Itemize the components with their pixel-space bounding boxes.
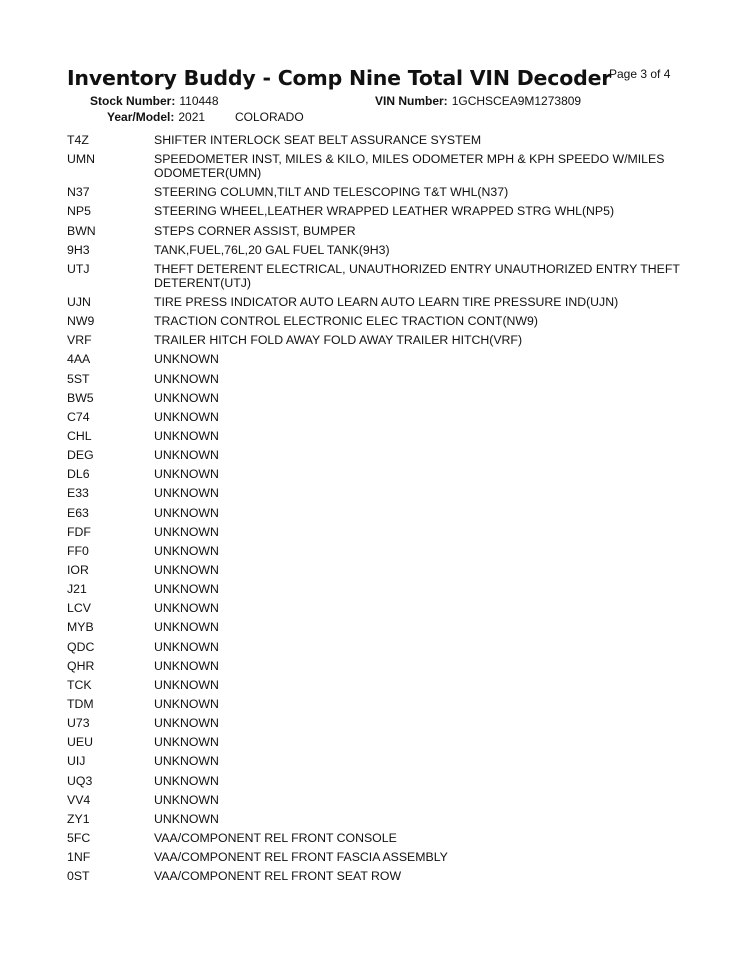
option-row: [67, 793, 687, 807]
option-row: [67, 486, 687, 500]
option-code: VRF: [67, 333, 92, 348]
option-code: J21: [67, 582, 87, 597]
option-description: UNKNOWN: [154, 428, 219, 443]
option-row: [67, 467, 687, 481]
option-code: U73: [67, 716, 90, 731]
option-description: VAA/COMPONENT REL FRONT CONSOLE: [154, 830, 397, 845]
option-description: UNKNOWN: [154, 371, 219, 386]
option-row: [67, 735, 687, 749]
vin-number-label: VIN Number:: [375, 94, 448, 108]
option-description: VAA/COMPONENT REL FRONT FASCIA ASSEMBLY: [154, 850, 448, 865]
option-code: UIJ: [67, 754, 86, 769]
option-code: DL6: [67, 467, 90, 482]
option-description: UNKNOWN: [154, 486, 219, 501]
option-description: UNKNOWN: [154, 448, 219, 463]
option-description: UNKNOWN: [154, 505, 219, 520]
option-description: UNKNOWN: [154, 524, 219, 539]
option-code: T4Z: [67, 133, 89, 147]
vin-number-field: [375, 94, 581, 108]
option-row: [67, 152, 687, 180]
option-row: [67, 185, 687, 199]
option-code: LCV: [67, 601, 91, 616]
option-row: [67, 620, 687, 634]
option-code: ZY1: [67, 811, 90, 826]
option-row: [67, 582, 687, 596]
year-model-label: Year/Model:: [107, 110, 175, 124]
option-code: E33: [67, 486, 89, 501]
option-row: [67, 448, 687, 462]
option-code: 0ST: [67, 869, 90, 884]
option-code: NP5: [67, 204, 91, 219]
option-row: [67, 544, 687, 558]
option-row: [67, 754, 687, 768]
option-code: QHR: [67, 658, 95, 673]
option-code: DEG: [67, 448, 94, 463]
option-description: UNKNOWN: [154, 658, 219, 673]
option-code: 4AA: [67, 352, 91, 367]
option-code: TCK: [67, 677, 92, 692]
option-code-list: [67, 133, 687, 888]
option-row: [67, 506, 687, 520]
option-row: [67, 659, 687, 673]
option-row: [67, 850, 687, 864]
option-description: SHIFTER INTERLOCK SEAT BELT ASSURANCE SYSTEM: [154, 133, 482, 147]
option-row: [67, 243, 687, 257]
option-row: [67, 716, 687, 730]
option-description: UNKNOWN: [154, 352, 219, 367]
option-code: VV4: [67, 792, 91, 807]
option-code: CHL: [67, 428, 92, 443]
option-code: UQ3: [67, 773, 93, 788]
option-description: UNKNOWN: [154, 562, 219, 577]
option-description: UNKNOWN: [154, 677, 219, 692]
option-code: IOR: [67, 562, 89, 577]
option-row: [67, 525, 687, 539]
year-model-field: [107, 110, 205, 124]
option-code: N37: [67, 185, 90, 200]
option-row: [67, 831, 687, 845]
option-row: [67, 640, 687, 654]
option-row: [67, 601, 687, 615]
option-row: [67, 812, 687, 826]
option-code: FDF: [67, 524, 91, 539]
option-description: VAA/COMPONENT REL FRONT SEAT ROW: [154, 869, 402, 884]
option-description: UNKNOWN: [154, 754, 219, 769]
option-code: UJN: [67, 294, 91, 309]
option-description: TRACTION CONTROL ELECTRONIC ELEC TRACTION CONT(NW9): [154, 314, 538, 329]
option-description: UNKNOWN: [154, 620, 219, 635]
option-description: TANK,FUEL,76L,20 GAL FUEL TANK(9H3): [154, 242, 390, 257]
option-description: UNKNOWN: [154, 716, 219, 731]
option-code: FF0: [67, 543, 89, 558]
option-row: [67, 429, 687, 443]
option-description: UNKNOWN: [154, 639, 219, 654]
option-description: UNKNOWN: [154, 735, 219, 750]
option-description: UNKNOWN: [154, 792, 219, 807]
option-description: UNKNOWN: [154, 811, 219, 826]
option-description: UNKNOWN: [154, 390, 219, 405]
option-code: C74: [67, 409, 90, 424]
option-row: [67, 262, 687, 290]
option-code: NW9: [67, 314, 95, 329]
option-code: 5FC: [67, 830, 91, 845]
option-row: [67, 410, 687, 424]
option-row: [67, 563, 687, 577]
option-row: [67, 697, 687, 711]
option-description: UNKNOWN: [154, 409, 219, 424]
option-code: 5ST: [67, 371, 90, 386]
option-description: UNKNOWN: [154, 773, 219, 788]
option-description: TIRE PRESS INDICATOR AUTO LEARN AUTO LEARN TIRE PRESSURE IND(UJN): [154, 294, 619, 309]
stock-number-label: Stock Number:: [90, 94, 176, 108]
option-row: [67, 372, 687, 386]
option-description: UNKNOWN: [154, 696, 219, 711]
option-row: [67, 204, 687, 218]
option-description: STEERING WHEEL,LEATHER WRAPPED LEATHER WRAPPED STRG WHL(NP5): [154, 204, 615, 219]
model-value: COLORADO: [235, 110, 304, 124]
option-description: STEPS CORNER ASSIST, BUMPER: [154, 223, 356, 238]
page-title: Inventory Buddy - Comp Nine Total VIN Decoder: [67, 66, 612, 90]
stock-number-value: 110448: [179, 94, 219, 108]
option-code: TDM: [67, 696, 94, 711]
option-description: THEFT DETERENT ELECTRICAL, UNAUTHORIZED ENTRY UNAUTHORIZED ENTRY THEFT DETERENT(UTJ): [154, 261, 680, 290]
option-code: BWN: [67, 223, 96, 238]
option-code: 1NF: [67, 850, 91, 865]
option-description: TRAILER HITCH FOLD AWAY FOLD AWAY TRAILER HITCH(VRF): [154, 333, 523, 348]
option-code: QDC: [67, 639, 95, 654]
option-row: [67, 869, 687, 883]
option-code: UMN: [67, 152, 96, 167]
option-code: UEU: [67, 735, 93, 750]
option-row: [67, 314, 687, 328]
option-description: SPEEDOMETER INST, MILES & KILO, MILES ODOMETER MPH & KPH SPEEDO W/MILES ODOMETER(UMN): [154, 152, 665, 181]
option-code: E63: [67, 505, 89, 520]
option-row: [67, 133, 687, 147]
option-row: [67, 391, 687, 405]
year-value: 2021: [178, 110, 206, 124]
option-row: [67, 333, 687, 347]
option-description: UNKNOWN: [154, 582, 219, 597]
option-row: [67, 295, 687, 309]
option-description: UNKNOWN: [154, 543, 219, 558]
option-description: STEERING COLUMN,TILT AND TELESCOPING T&T WHL(N37): [154, 185, 509, 200]
option-row: [67, 352, 687, 366]
option-description: UNKNOWN: [154, 467, 219, 482]
option-description: UNKNOWN: [154, 601, 219, 616]
option-code: UTJ: [67, 261, 90, 276]
option-row: [67, 224, 687, 238]
option-code: MYB: [67, 620, 94, 635]
option-code: BW5: [67, 390, 94, 405]
option-code: 9H3: [67, 242, 90, 257]
option-row: [67, 678, 687, 692]
vin-number-value: 1GCHSCEA9M1273809: [451, 94, 582, 108]
stock-number-field: [90, 94, 219, 108]
option-row: [67, 774, 687, 788]
page-number: Page 3 of 4: [609, 67, 671, 81]
